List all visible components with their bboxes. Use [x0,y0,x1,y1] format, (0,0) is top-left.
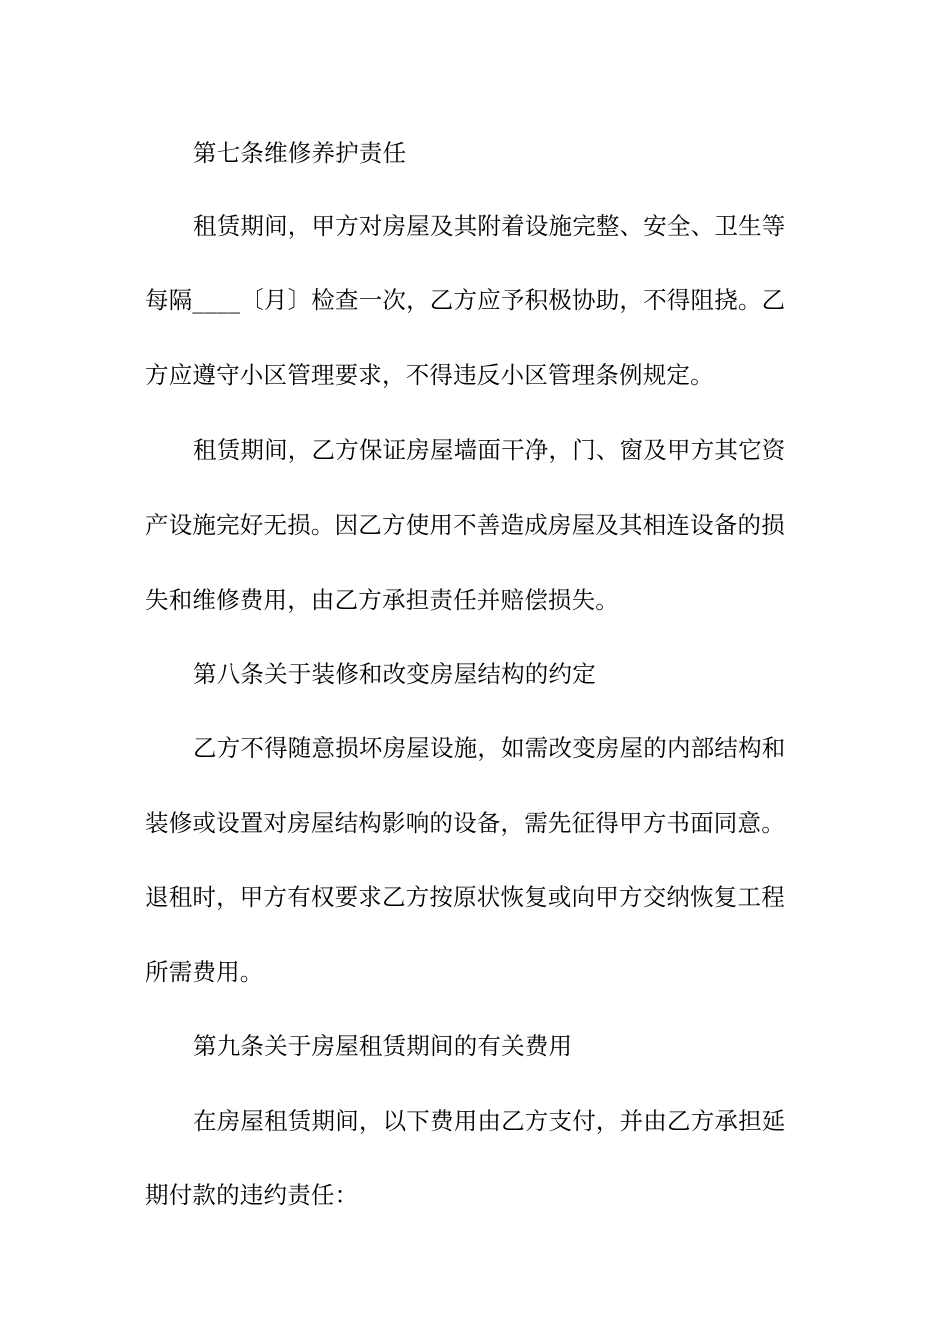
paragraph-line: 退租时，甲方有权要求乙方按原状恢复或向甲方交纳恢复工程 [145,883,785,911]
paragraph-line: 每隔____〔月〕检查一次，乙方应予积极协助，不得阻挠。乙 [145,286,786,314]
article-9-heading: 第九条关于房屋租赁期间的有关费用 [193,1032,573,1060]
paragraph-line: 乙方不得随意损坏房屋设施，如需改变房屋的内部结构和 [193,734,786,762]
paragraph-line: 在房屋租赁期间，以下费用由乙方支付，并由乙方承担延 [193,1107,786,1135]
article-7-heading: 第七条维修养护责任 [193,139,407,167]
paragraph-line: 失和维修费用，由乙方承担责任并赔偿损失。 [145,586,619,614]
paragraph-line: 租赁期间，甲方对房屋及其附着设施完整、安全、卫生等 [193,212,786,240]
paragraph-line: 装修或设置对房屋结构影响的设备，需先征得甲方书面同意。 [145,809,785,837]
paragraph-line: 期付款的违约责任： [145,1181,359,1209]
paragraph-line: 租赁期间，乙方保证房屋墙面干净，门、窗及甲方其它资 [193,436,786,464]
article-8-heading: 第八条关于装修和改变房屋结构的约定 [193,660,596,688]
paragraph-line: 所需费用。 [145,958,264,986]
paragraph-line: 方应遵守小区管理要求，不得违反小区管理条例规定。 [145,361,714,389]
paragraph-line: 产设施完好无损。因乙方使用不善造成房屋及其相连设备的损 [145,511,785,539]
